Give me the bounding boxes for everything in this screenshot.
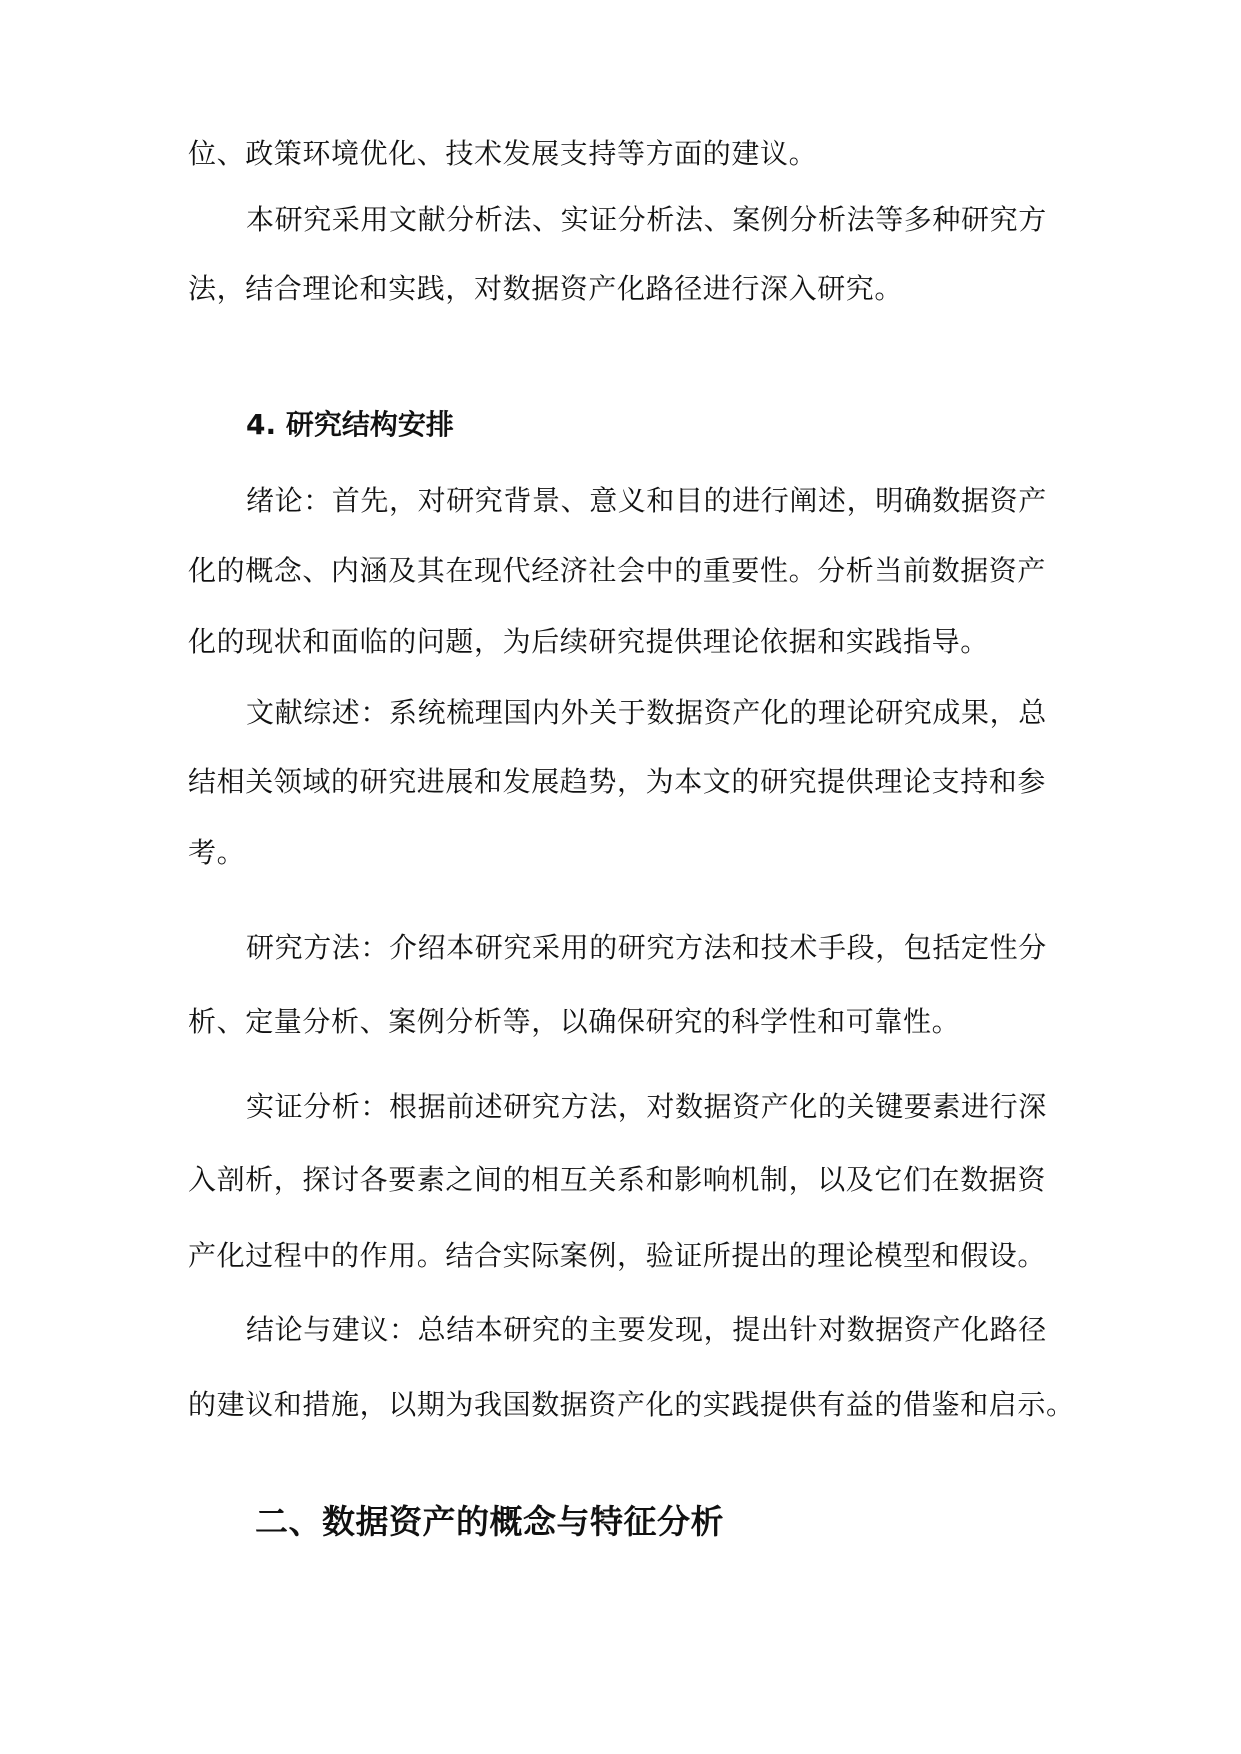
section-heading: 4. 研究结构安排 — [246, 408, 454, 441]
paragraph-line: 的建议和措施，以期为我国数据资产化的实践提供有益的借鉴和启示。 — [188, 1388, 1075, 1421]
paragraph-line: 结论与建议：总结本研究的主要发现，提出针对数据资产化路径 — [246, 1313, 1047, 1346]
paragraph-line: 研究方法：介绍本研究采用的研究方法和技术手段，包括定性分 — [246, 931, 1047, 964]
paragraph-line: 析、定量分析、案例分析等，以确保研究的科学性和可靠性。 — [188, 1005, 961, 1038]
paragraph-line: 本研究采用文献分析法、实证分析法、案例分析法等多种研究方 — [246, 203, 1047, 236]
paragraph-line: 入剖析，探讨各要素之间的相互关系和影响机制，以及它们在数据资 — [188, 1163, 1047, 1196]
paragraph-line: 法，结合理论和实践，对数据资产化路径进行深入研究。 — [188, 272, 904, 305]
paragraph-line: 考。 — [188, 836, 246, 869]
paragraph-line: 实证分析：根据前述研究方法，对数据资产化的关键要素进行深 — [246, 1090, 1047, 1123]
paragraph-line: 化的概念、内涵及其在现代经济社会中的重要性。分析当前数据资产 — [188, 554, 1047, 587]
paragraph-line: 化的现状和面临的问题，为后续研究提供理论依据和实践指导。 — [188, 625, 989, 658]
paragraph-line: 产化过程中的作用。结合实际案例，验证所提出的理论模型和假设。 — [188, 1239, 1047, 1272]
chapter-heading: 二、数据资产的概念与特征分析 — [255, 1502, 724, 1541]
paragraph-line: 位、政策环境优化、技术发展支持等方面的建议。 — [188, 137, 818, 170]
paragraph-line: 结相关领域的研究进展和发展趋势，为本文的研究提供理论支持和参 — [188, 765, 1047, 798]
paragraph-line: 文献综述：系统梳理国内外关于数据资产化的理论研究成果，总 — [246, 696, 1047, 729]
paragraph-line: 绪论：首先，对研究背景、意义和目的进行阐述，明确数据资产 — [246, 484, 1047, 517]
